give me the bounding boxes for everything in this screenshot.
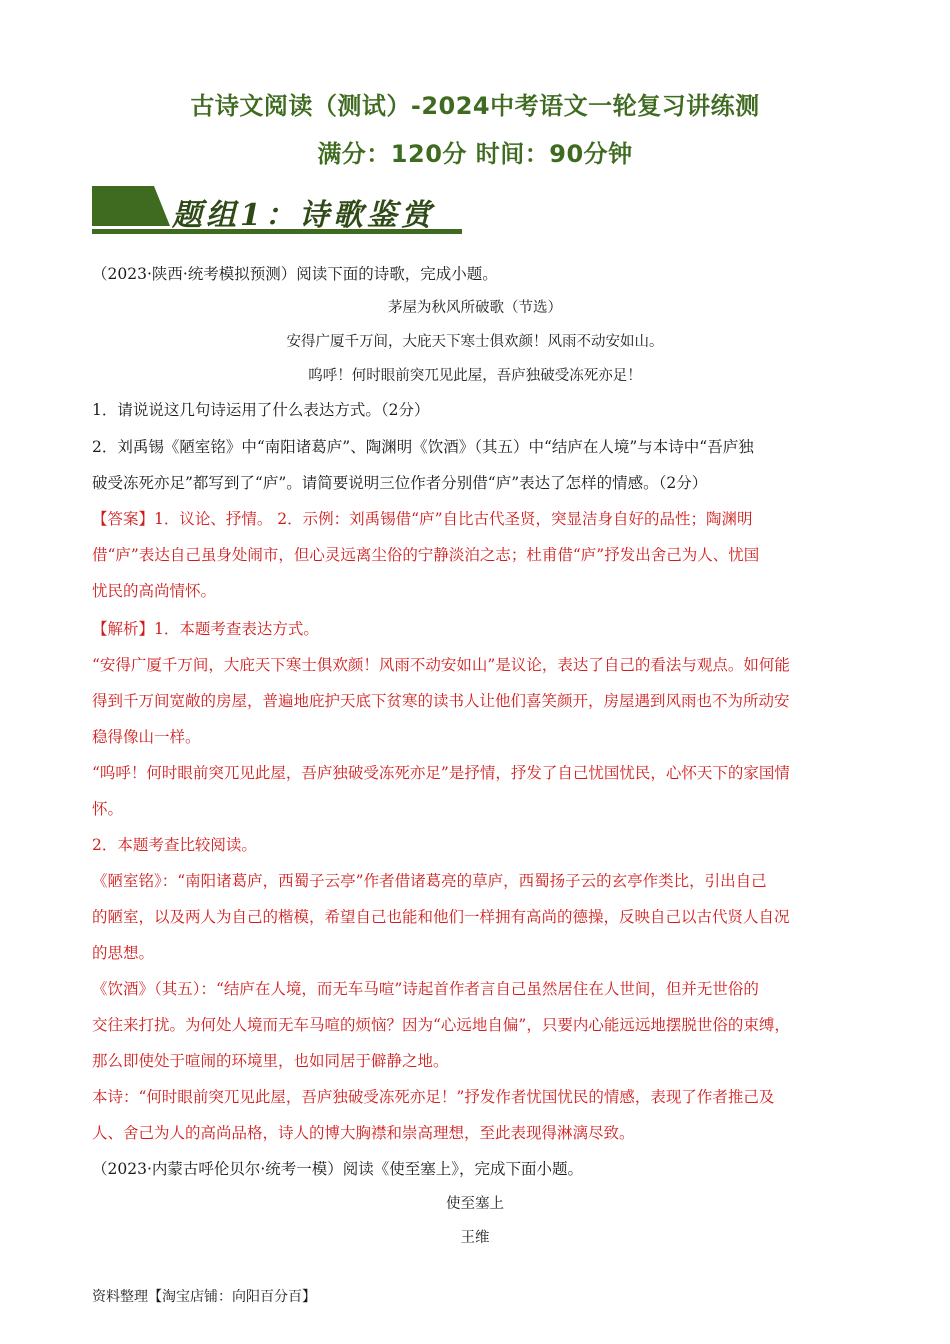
analysis-line: 2．本题考查比较阅读。 — [92, 836, 257, 854]
analysis-line: 《饮酒》（其五）：“结庐在人境，而无车马喧”诗起首作者言自己虽然居住在人世间，但并无世俗的 — [92, 980, 759, 998]
analysis-heading: 【解析】1．本题考查表达方式。 — [92, 620, 319, 638]
analysis-line: 怀。 — [92, 800, 124, 818]
analysis-line: 交往来打扰。为何处人境而无车马喧的烦恼？因为“心远地自偏”，只要内心能远远地摆脱世俗的束缚， — [92, 1016, 790, 1034]
answer-line: 借“庐”表达自己虽身处闹市，但心灵远离尘俗的宁静淡泊之志；杜甫借“庐”抒发出舍己为人、忧国 — [92, 546, 760, 564]
analysis-line: 本诗：“何时眼前突兀见此屋，吾庐独破受冻死亦足！”抒发作者忧国忧民的情感，表现了作者推己及 — [92, 1088, 775, 1106]
section-title: 题组1：诗歌鉴赏 — [172, 198, 435, 233]
analysis-line: 那么即使处于喧闹的环境里，也如同居于僻静之地。 — [92, 1052, 449, 1070]
answer-line: 忧民的高尚情怀。 — [92, 582, 217, 600]
analysis-line: 的陋室，以及两人为自己的楷模，希望自己也能和他们一样拥有高尚的德操，反映自己以古代贤人自况 — [92, 908, 790, 926]
poem-title: 茅屋为秋风所破歌（节选） — [388, 300, 562, 316]
source-line-1: （2023·陕西·统考模拟预测）阅读下面的诗歌，完成小题。 — [92, 265, 498, 283]
analysis-line: “安得广厦千万间，大庇天下寒士俱欢颜！风雨不动安如山”是议论，表达了自己的看法与观点。如何能 — [92, 656, 790, 674]
answer-line: 【答案】1．议论、抒情。 2．示例：刘禹锡借“庐”自比古代圣贤，突显洁身自好的品性；陶渊明 — [92, 510, 753, 528]
analysis-line: 得到千万间宽敞的房屋，普遍地庇护天底下贫寒的读书人让他们喜笑颜开，房屋遇到风雨也不为所动安 — [92, 692, 790, 710]
question-1: 1．请说说这几句诗运用了什么表达方式。（2分） — [92, 401, 430, 419]
analysis-line: 的思想。 — [92, 944, 155, 962]
banner-dark-wedge — [92, 186, 170, 226]
poem-line: 安得广厦千万间，大庇天下寒士俱欢颜！风雨不动安如山。 — [286, 334, 664, 350]
document-subtitle: 满分：120分 时间：90分钟 — [317, 140, 633, 168]
question-2-line: 2．刘禹锡《陋室铭》中“南阳诸葛庐”、陶渊明《饮酒》（其五）中“结庐在人境”与本诗中“吾庐独 — [92, 438, 754, 456]
question-2-line: 破受冻死亦足”都写到了“庐”。请简要说明三位作者分别借“庐”表达了怎样的情感。（2分） — [92, 474, 708, 492]
poem-author: 王维 — [460, 1230, 490, 1246]
analysis-line: “呜呼！何时眼前突兀见此屋，吾庐独破受冻死亦足”是抒情，抒发了自己忧国忧民，心怀天下的家国情 — [92, 764, 790, 782]
page-footer: 资料整理【淘宝店铺：向阳百分百】 — [92, 1289, 316, 1305]
source-line-2: （2023·内蒙古呼伦贝尔·统考一模）阅读《使至塞上》，完成下面小题。 — [92, 1160, 584, 1178]
poem-line: 呜呼！何时眼前突兀见此屋，吾庐独破受冻死亦足！ — [308, 368, 642, 384]
analysis-line: 稳得像山一样。 — [92, 728, 201, 746]
document-title: 古诗文阅读（测试）-2024中考语文一轮复习讲练测 — [190, 92, 760, 120]
poem-title: 使至塞上 — [446, 1196, 504, 1212]
analysis-line: 《陋室铭》：“南阳诸葛庐，西蜀子云亭”作者借诸葛亮的草庐，西蜀扬子云的玄亭作类比，引出自己 — [92, 872, 767, 890]
analysis-line: 人、舍己为人的高尚品格，诗人的博大胸襟和崇高理想，至此表现得淋漓尽致。 — [92, 1124, 635, 1142]
